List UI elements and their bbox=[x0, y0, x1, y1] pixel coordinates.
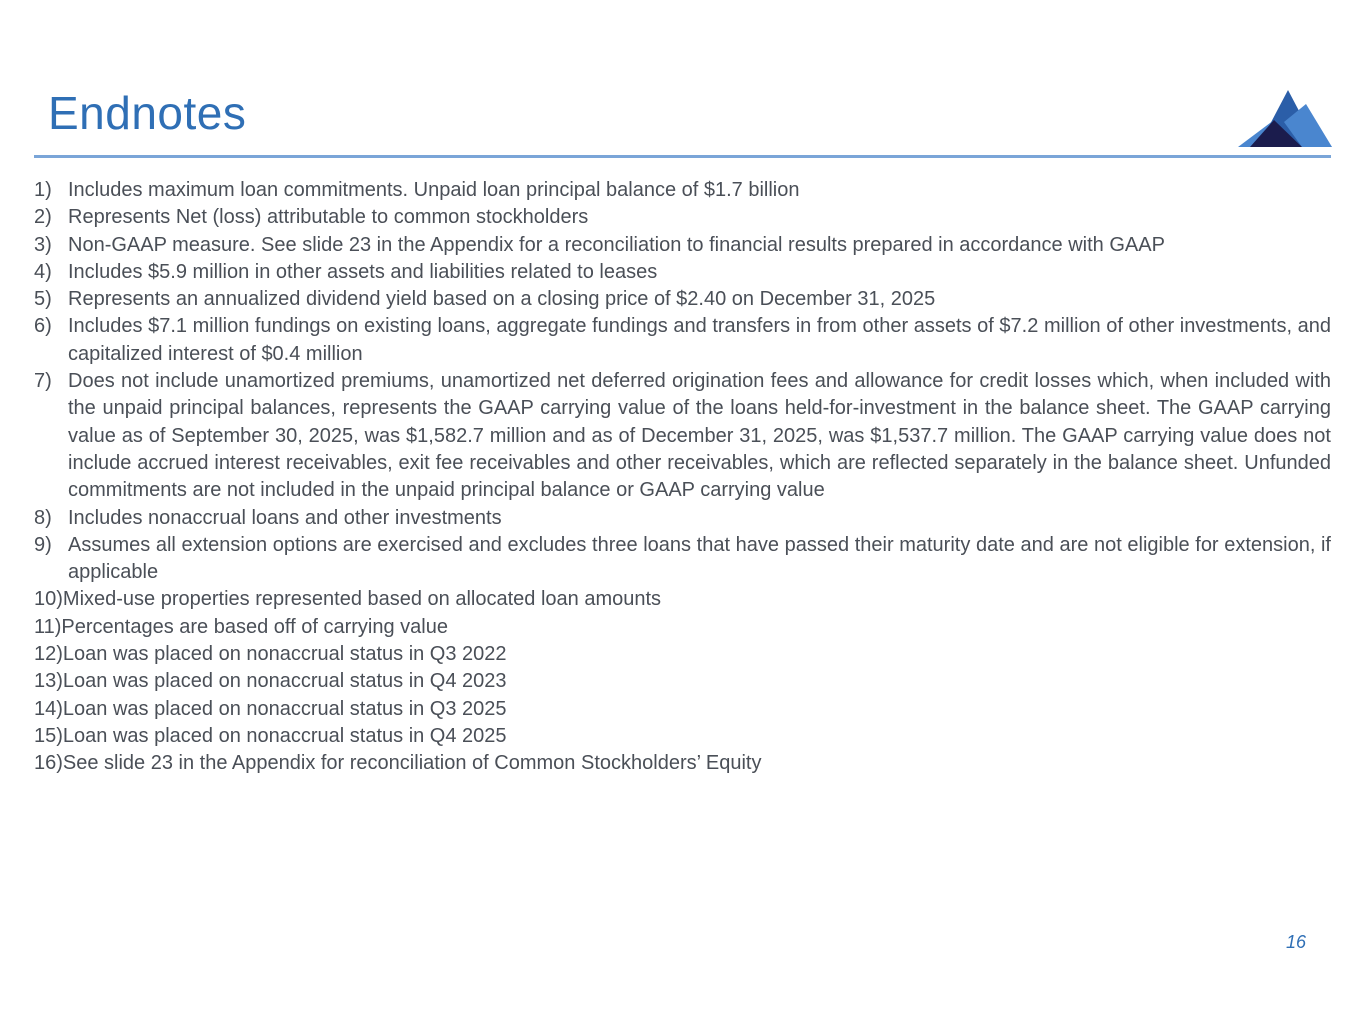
endnote-number: 11) bbox=[34, 615, 62, 638]
endnote-number: 16) bbox=[34, 752, 63, 775]
endnote-text: Loan was placed on nonaccrual status in Q4 2023 bbox=[62, 670, 507, 693]
endnote-item bbox=[34, 723, 1331, 750]
endnote-text: Loan was placed on nonaccrual status in Q3 2025 bbox=[62, 697, 507, 720]
endnote-text: Non-GAAP measure. See slide 23 in the Appendix for a reconciliation to financial results prepared in accordance with GAAP bbox=[68, 233, 1165, 256]
endnote-item bbox=[34, 641, 1331, 668]
endnote-number: 10) bbox=[34, 588, 63, 611]
endnote-item bbox=[34, 505, 1331, 532]
endnote-text: Includes maximum loan commitments. Unpaid loan principal balance of $1.7 billion bbox=[68, 179, 800, 201]
endnote-number: 6) bbox=[34, 315, 52, 338]
endnote-number: 9) bbox=[34, 533, 52, 556]
page-number: 16 bbox=[1285, 932, 1306, 952]
endnote-item bbox=[34, 586, 1331, 613]
endnote-text: Includes $5.9 million in other assets and liabilities related to leases bbox=[68, 260, 658, 283]
endnote-text: Loan was placed on nonaccrual status in Q4 2025 bbox=[62, 724, 507, 747]
endnote-text: Represents Net (loss) attributable to common stockholders bbox=[68, 206, 589, 229]
endnote-text: Includes nonaccrual loans and other investments bbox=[68, 506, 502, 529]
endnote-text: Loan was placed on nonaccrual status in Q3 2022 bbox=[62, 643, 507, 666]
endnote-number: 1) bbox=[34, 179, 52, 201]
endnote-text: Represents an annualized dividend yield based on a closing price of $2.40 on December 31, 2025 bbox=[68, 288, 936, 311]
title-divider bbox=[34, 155, 1331, 158]
endnote-number: 2) bbox=[34, 206, 52, 229]
endnote-number: 5) bbox=[34, 288, 52, 311]
endnote-item bbox=[34, 177, 1331, 204]
endnote-item bbox=[34, 750, 1331, 777]
endnote-number: 4) bbox=[34, 260, 52, 283]
endnote-item bbox=[34, 368, 1331, 504]
endnote-item bbox=[34, 668, 1331, 695]
endnote-number: 8) bbox=[34, 506, 52, 529]
endnote-text: Assumes all extension options are exercised and excludes three loans that have passed their maturity date and are not eligible for extension, if applicable bbox=[68, 533, 1331, 584]
endnote-item bbox=[34, 232, 1331, 259]
endnote-text: Mixed-use properties represented based on allocated loan amounts bbox=[62, 588, 662, 611]
endnote-item bbox=[34, 696, 1331, 723]
endnote-number: 13) bbox=[34, 670, 63, 693]
endnote-text: Does not include unamortized premiums, unamortized net deferred origination fees and allowance for credit losses which, when included with the unpaid principal balances, represents the GAAP carrying value of the loans held-for-investment in the balance sheet. The GAAP carrying value as of September 30, 2025, was $1,582.7 million and as of December 31, 2025, was $1,537.7 million. The GAAP carrying value does not include accrued interest receivables, exit fee receivables and other receivables, which are reflected separately in the balance sheet. Unfunded commitments are not included in the unpaid principal balance or GAAP carrying value bbox=[68, 370, 1331, 502]
endnote-number: 7) bbox=[34, 370, 52, 393]
endnote-text: Includes $7.1 million fundings on existing loans, aggregate fundings and transfers in from other assets of $7.2 million of other investments, and capitalized interest of $0.4 million bbox=[68, 315, 1331, 365]
page-title: Endnotes bbox=[48, 87, 247, 139]
endnote-item bbox=[34, 204, 1331, 231]
endnote-text: Percentages are based off of carrying value bbox=[61, 615, 448, 638]
endnote-number: 14) bbox=[34, 697, 63, 720]
mountain-logo-icon bbox=[1236, 88, 1332, 148]
endnote-text: See slide 23 in the Appendix for reconciliation of Common Stockholders’ Equity bbox=[62, 752, 762, 775]
endnote-item bbox=[34, 259, 1331, 286]
endnotes-list bbox=[34, 177, 1331, 778]
endnote-item bbox=[34, 313, 1331, 368]
endnote-item bbox=[34, 532, 1331, 587]
endnote-item bbox=[34, 614, 1331, 641]
endnote-number: 15) bbox=[34, 724, 63, 747]
endnote-item bbox=[34, 286, 1331, 313]
endnote-number: 12) bbox=[34, 643, 63, 666]
endnote-number: 3) bbox=[34, 233, 52, 256]
